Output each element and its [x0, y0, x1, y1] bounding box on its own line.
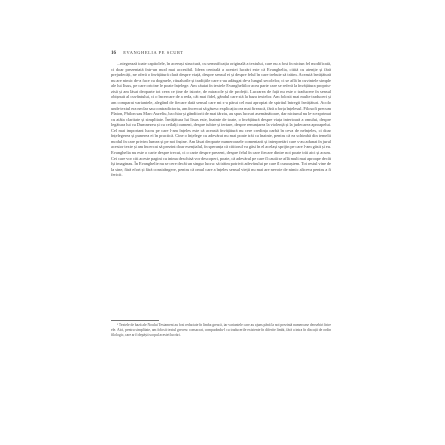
footnote	[111, 323, 331, 363]
page-number: 16	[111, 51, 116, 56]
running-title: EVANGHELIA PE SCURT	[123, 50, 184, 55]
body-text	[111, 61, 331, 313]
footnote-text: ¹ Textele de bază ale Noului Testament au fost redactate în limba greacă, iar variantele care au ajuns până la noi prezintă numeroase deosebiri între ele. Aici, pentru simplitate, am folosit textul grecesc consacrat, comparându-l cu traducerile existente în diferite limbi, fără a intra în discuții de ordin filologic, care ar fi depășit scopul acestei lucrări.	[111, 323, 331, 337]
body-paragraph: ...ntegrează toate capitolele, în aceeași structură, cu semnificația originală a textului, care nu a fost în niciun fel modificată, ci doar prezentată într-un mod mai accesibil. Ideea centrală a acestei lucrări este că Evanghelia, citită cu atenție și fără prejudecăți, ne oferă o învățătură clară despre viață, despre sensul ei și despre felul în care trebuie să trăim. Această învățătură nu are nimic de-a face cu dogmele, ritualurile și tradițiile care s-au adăugat de-a lungul secolelor, ci se află în cuvintele simple ale lui Iisus, pe care oricine le poate înțelege. Am căutat în textele Evangheliilor acea parte care se referă la învățătura propriu-zisă și am lăsat deoparte tot ceea ce ține de istorie, de miracole și de profeții. Lucrarea de față nu este o traducere în sensul obișnuit al cuvântului, ci o încercare de a reda, cât mai fidel, gândul care stă la baza textelor. Am folosit mai multe traduceri și am comparat variantele, alegând de fiecare dată sensul care mi s-a părut cel mai apropiat de spiritul întregii învățături. Acolo unde textul era neclar sau contradictoriu, am încercat să găsesc explicația cea mai firească, fără a forța înțelesul. Filosofi precum Platon, Philon sau Marc Aureliu, ba chiar și gânditorii de mai târziu, au spus lucruri asemănătoare, dar niciunul nu le-a exprimat cu atâta claritate și simplitate. Învățătura lui Iisus este, înainte de toate, o învățătură despre viața interioară a omului, despre legătura lui cu Dumnezeu și cu ceilalți oameni, despre iubire și iertare, despre renunțarea la violență și la judecarea aproapelui. Cel mai important lucru pe care l-am înțeles este că această învățătură nu cere credința oarbă în ceva de neînțeles, ci doar înțelegerea și punerea ei în practică. Cine o înțelege cu adevărat nu mai poate trăi ca înainte, pentru că ea schimbă din temelii modul în care privim lumea și pe noi înșine. Am lăsat deoparte numeroasele comentarii și interpretări care s-au adunat în jurul acestor texte și am încercat să prezint doar esențialul, în speranța că cititorul va găsi în el același sprijin pe care l-am găsit și eu. Evanghelia nu este o carte despre trecut, ci o carte despre prezent, despre felul în care fiecare dintre noi poate trăi aici și acum. Cei care vor citi aceste pagini cu inima deschisă vor descoperi, poate, că adevărul pe care îl caută se află mult mai aproape decât își imaginau. În Evanghelie nu se cere decât un singur lucru: să trăim potrivit adevărului pe care îl cunoaștem. Tot restul vine de la sine, fără efort și fără constrângere, pentru că omul care a înțeles sensul vieții nu mai are nevoie de nimic altceva pentru a fi fericit.	[111, 61, 331, 178]
footnote-separator	[111, 320, 159, 321]
running-head	[111, 49, 341, 57]
